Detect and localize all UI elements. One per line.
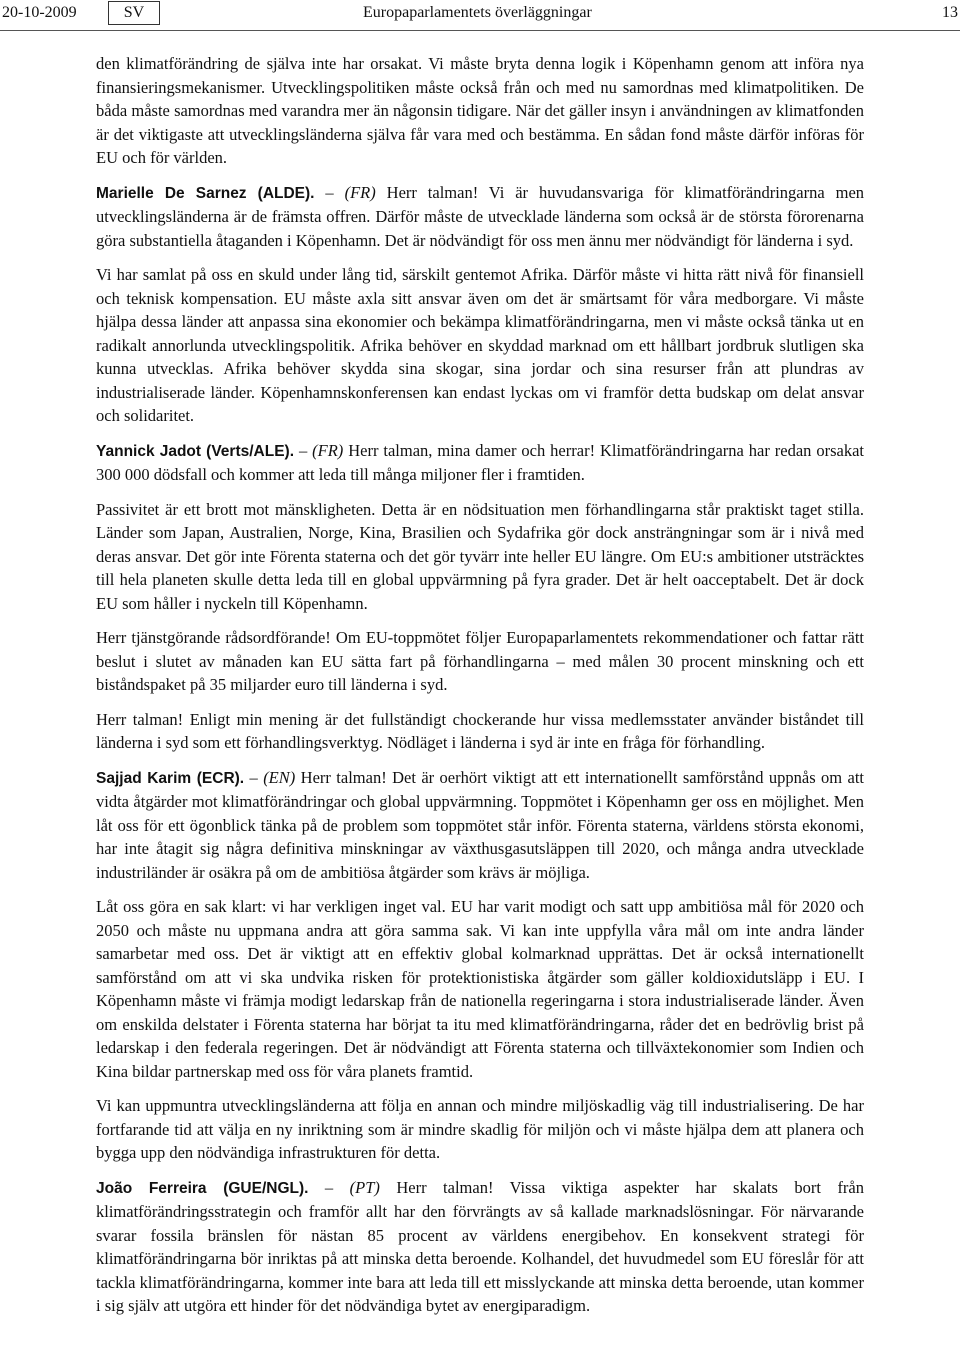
paragraph bbox=[96, 1094, 864, 1165]
header-title: Europaparlamentets överläggningar bbox=[363, 4, 592, 21]
speech-dash: – bbox=[314, 182, 345, 202]
paragraph-text: Herr talman! Det är oerhört viktigt att ett internationellt samförstånd uppnås om att vidta åtgärder mot klimatförändringar och global uppvärmning. Toppmötet i Köpenhamn ger oss en möjlighet. Men låt oss för ett ögonblick tänka på de problem som toppmötet står inför. Förenta staterna, världens största ekonomi, har inte åtagit sig några definitiva minskningar av växthusgasutsläppen till 2020, och många andra utvecklade industriländer är osäkra på om de ambitiösa åtgärder som krävs är möjliga. bbox=[96, 767, 865, 882]
speech-paragraph bbox=[96, 181, 864, 253]
page-number: 13 bbox=[942, 4, 958, 21]
language-code: (FR) bbox=[344, 182, 376, 202]
paragraph-text: Herr talman, mina damer och herrar! Klimatförändringarna har redan orsakat 300 000 dödsfall och kommer att leda till många miljoner fler i framtiden. bbox=[96, 440, 865, 484]
speech-paragraph bbox=[96, 439, 864, 487]
paragraph-text: Herr tjänstgörande rådsordförande! Om EU-toppmötet följer Europaparlamentets rekommendationer och fattar rätt beslut i slutet av månaden kan EU sätta fart på förhandlingarna – med målen 30 procent minskning och ett biståndspaket på 35 miljarder euro till länderna i syd. bbox=[96, 628, 864, 694]
document-body bbox=[96, 52, 864, 1329]
speaker-name: Marielle De Sarnez (ALDE). bbox=[96, 184, 315, 202]
paragraph bbox=[96, 895, 864, 1083]
speaker-name: Yannick Jadot (Verts/ALE). bbox=[96, 442, 295, 460]
paragraph bbox=[96, 263, 864, 428]
paragraph-text: Herr talman! Vissa viktiga aspekter har skalats bort från klimatförändringsstrategin och framför allt har den förvrängts av så kallade marknadslösningar. För närvarande svarar fossila bränslen för nästan 85 procent av världens energibehov. En konsekvent strategi för klimatförändringarna bör inriktas på att minska detta beroende. Kolhandel, det huvudmedel som EU föreslår för att tackla klimatförändringarna, kommer inte bara att leda till ett misslyckande att minska detta beroende, utan kommer i sig själv att utgöra ett hinder för det nödvändiga bytet av energiparadigm. bbox=[96, 1177, 865, 1315]
paragraph bbox=[96, 708, 864, 755]
paragraph-text: Herr talman! Enligt min mening är det fullständigt chockerande hur vissa medlemsstater använder biståndet till länderna i syd som ett förhandlingsverktyg. Nödläget i länderna i syd är inte en fråga för förhandling. bbox=[96, 709, 864, 752]
paragraph-text: Vi kan uppmuntra utvecklingsländerna att följa en annan och mindre miljöskadlig väg till industrialisering. De har fortfarande tid att välja en ny inriktning som är mindre skadlig för miljön och vi måste hjälpa dem att planera och bygga upp den nödvändiga infrastrukturen för detta. bbox=[96, 1096, 864, 1162]
paragraph-text: Vi har samlat på oss en skuld under lång tid, särskilt gentemot Afrika. Därför måste vi hitta rätt nivå för finansiell och teknisk kompensation. EU måste axla sitt ansvar även om det är smärtsamt för våra medborgare. Vi måste hjälpa dessa länder att anpassa sina ekonomier och bekämpa klimatförändringarna, men vi måste också tänka ut en radikalt annorlunda utvecklingspolitik. Afrika behöver en skyddad marknad om ett hållbart jordbruk slutligen ska kunna utvecklas. Afrika behöver skydda sina skogar, sina jordar och sina resurser från att plundras av industrialiserade länder. Köpenhamnskonferensen kan endast lyckas om vi framför detta budskap om delat ansvar och solidaritet. bbox=[96, 265, 864, 425]
paragraph bbox=[96, 626, 864, 697]
speech-dash: – bbox=[244, 767, 264, 787]
page-header bbox=[0, 0, 960, 31]
language-code: (EN) bbox=[263, 767, 296, 787]
speech-dash: – bbox=[308, 1177, 350, 1197]
paragraph-text: den klimatförändring de själva inte har orsakat. Vi måste bryta denna logik i Köpenhamn genom att införa nya finansieringsmekanismer. Utvecklingspolitiken måste också från och med nu samordnas med klimatpolitiken. De båda måste samordnas med varandra mer än någonsin tidigare. När det gäller insyn i användningen av klimatfonden är det viktigaste att utvecklingsländerna själva får vara med och bestämma. En sådan fond måste därför införas för EU och för världen. bbox=[96, 54, 864, 167]
speech-dash: – bbox=[294, 440, 313, 460]
speaker-name: Sajjad Karim (ECR). bbox=[96, 769, 245, 787]
language-code: (FR) bbox=[312, 440, 344, 460]
language-code: (PT) bbox=[349, 1177, 380, 1197]
paragraph bbox=[96, 52, 864, 170]
paragraph-text: Låt oss göra en sak klart: vi har verkligen inget val. EU har varit modigt och satt upp ambitiösa mål för 2020 och 2050 och måste nu uppmana andra att göra samma sak. Vi kan inte uppfylla våra mål om inte andra länder samarbetar med oss. Det är viktigt att en effektiv global kolmarknad upprättas. Det är också internationellt samförstånd om att vi ska undvika risken för protektionistiska åtgärder som gäller koldioxidutsläpp i EU. I Köpenhamn måste vi främja modigt ledarskap från de nationella regeringarna i stora industrialiserade länder. Även om enskilda delstater i Förenta staterna har börjat ta itu med klimatförändringarna, råder det en bedrövlig brist på ledarskap i den federala regeringen. Det är nödvändigt att Förenta staterna och tillväxtekonomier som Indien och Kina bildar partnerskap med oss för våra planets framtid. bbox=[96, 897, 864, 1081]
speaker-name: João Ferreira (GUE/NGL). bbox=[96, 1179, 309, 1197]
language-box: SV bbox=[108, 1, 160, 25]
paragraph-text: Herr talman! Vi är huvudansvariga för klimatförändringarna men utvecklingsländerna är de främsta offren. Därför måste de utvecklade länderna som också är de största förorenarna göra substantiella åtaganden i Köpenhamn. Det är nödvändigt för oss men ännu mer nödvändigt för länderna i syd. bbox=[96, 182, 865, 250]
header-date: 20-10-2009 bbox=[2, 4, 77, 21]
speech-paragraph bbox=[96, 1176, 864, 1318]
paragraph bbox=[96, 498, 864, 616]
speech-paragraph bbox=[96, 766, 864, 885]
paragraph-text: Passivitet är ett brott mot mänskligheten. Detta är en nödsituation men förhandlingarna står praktiskt taget stilla. Länder som Japan, Australien, Norge, Kina, Brasilien och Sydafrika gör dock ansträngningar som är i nivå med deras ansvar. Det gör inte Förenta staterna och det gör tyvärr inte heller EU längre. Om EU:s ambitioner utsträcktes till hela planeten skulle detta leda till en global uppvärmning på fyra grader. Det är helt oacceptabelt. Det är dock EU som håller i nyckeln till Köpenhamn. bbox=[96, 499, 864, 613]
